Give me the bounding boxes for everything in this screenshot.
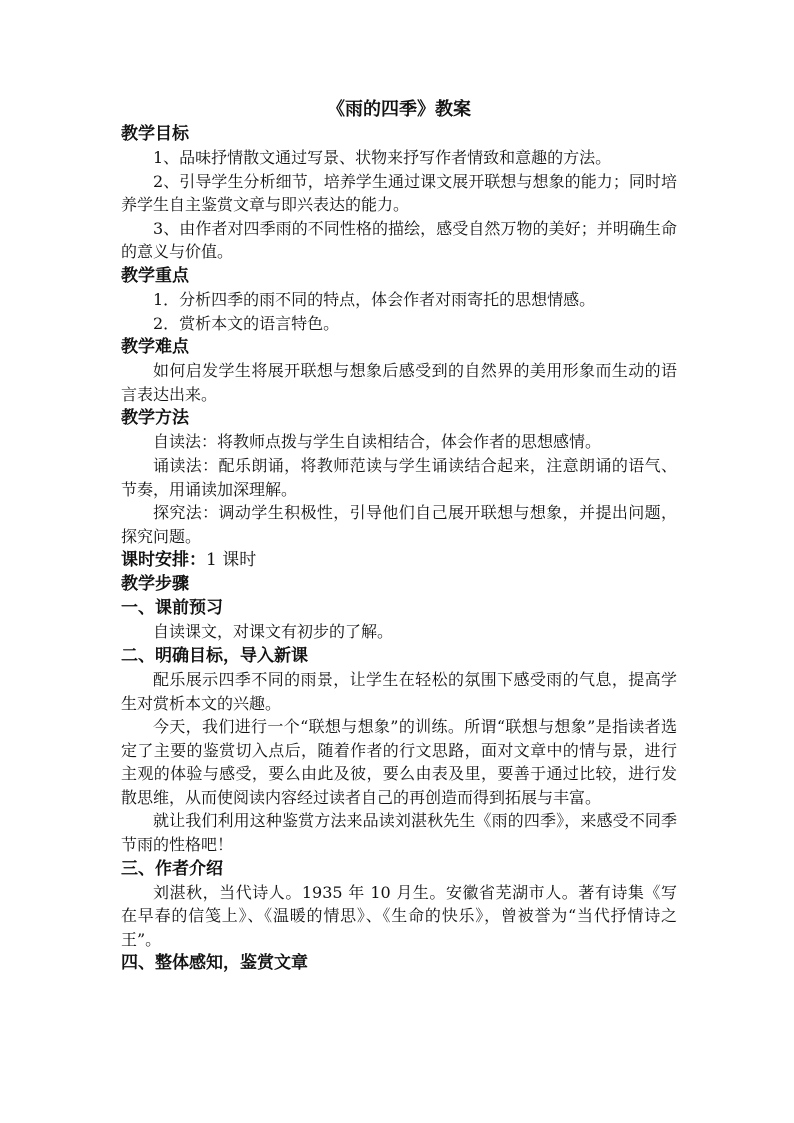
key-point-item: 2．赏析本文的语言特色。	[153, 313, 340, 333]
goal-item: 1、品味抒情散文通过写景、状物来抒写作者情致和意趣的方法。	[153, 148, 612, 167]
schedule-label: 课时安排：	[121, 550, 206, 571]
method-item: 自读法：将教师点拨与学生自读相结合，体会作者的思想感情。	[153, 432, 602, 452]
step-text: 自读课文，对课文有初步的了解。	[153, 622, 394, 642]
step-heading-author: 三、作者介绍	[121, 858, 223, 879]
lesson-plan-page	[121, 98, 677, 975]
step-paragraph: 就让我们利用这种鉴赏方法来品读刘湛秋先生《雨的四季》，来感受不同季节雨的性格吧！	[121, 811, 677, 855]
section-heading-key-points: 教学重点	[121, 265, 189, 286]
schedule-value: 1 课时	[206, 550, 257, 571]
step-heading-intro: 二、明确目标，导入新课	[121, 645, 308, 666]
section-heading-difficulty: 教学难点	[121, 337, 189, 358]
key-point-item: 1．分析四季的雨不同的特点，体会作者对雨寄托的思想情感。	[153, 289, 596, 309]
method-item: 诵读法：配乐朗诵，将教师范读与学生诵读结合起来，注意朗诵的语气、节奏，用诵读加深理解。	[121, 455, 677, 499]
schedule-line	[121, 548, 677, 572]
step-paragraph: 今天，我们进行一个“联想与想象”的训练。所谓“联想与想象”是指读者选定了主要的鉴赏切入点后，随着作者的行文思路，面对文章中的情与景，进行主观的体验与感受，要么由此及彼，要么由表及里，要善于通过比较，进行发散思维，从而使阅读内容经过读者自己的再创造而得到拓展与丰富。	[121, 717, 677, 807]
author-intro-text: 刘湛秋，当代诗人。1935 年 10 月生。安徽省芜湖市人。著有诗集《写在早春的信笺上》、《温暖的情思》、《生命的快乐》，曾被誉为“当代抒情诗之王”。	[121, 882, 677, 949]
goal-item: 2、引导学生分析细节，培养学生通过课文展开联想与想象的能力；同时培养学生自主鉴赏文章与即兴表达的能力。	[121, 171, 677, 215]
goal-item: 3、由作者对四季雨的不同性格的描绘，感受自然万物的美好；并明确生命的意义与价值。	[121, 218, 677, 262]
section-heading-methods: 教学方法	[121, 408, 189, 429]
document-title: 《雨的四季》教案	[327, 99, 471, 120]
difficulty-text: 如何启发学生将展开联想与想象后感受到的自然界的美用形象而生动的语言表达出来。	[121, 361, 677, 404]
step-heading-appreciation: 四、整体感知，鉴赏文章	[121, 953, 308, 974]
method-item: 探究法：调动学生积极性，引导他们自己展开联想与想象，并提出问题，探究问题。	[121, 503, 677, 546]
section-heading-steps: 教学步骤	[121, 574, 189, 595]
step-heading-preview: 一、课前预习	[121, 598, 223, 619]
section-heading-goals: 教学目标	[121, 124, 189, 144]
step-paragraph: 配乐展示四季不同的雨景，让学生在轻松的氛围下感受雨的气息，提高学生对赏析本文的兴趣。	[121, 669, 677, 713]
